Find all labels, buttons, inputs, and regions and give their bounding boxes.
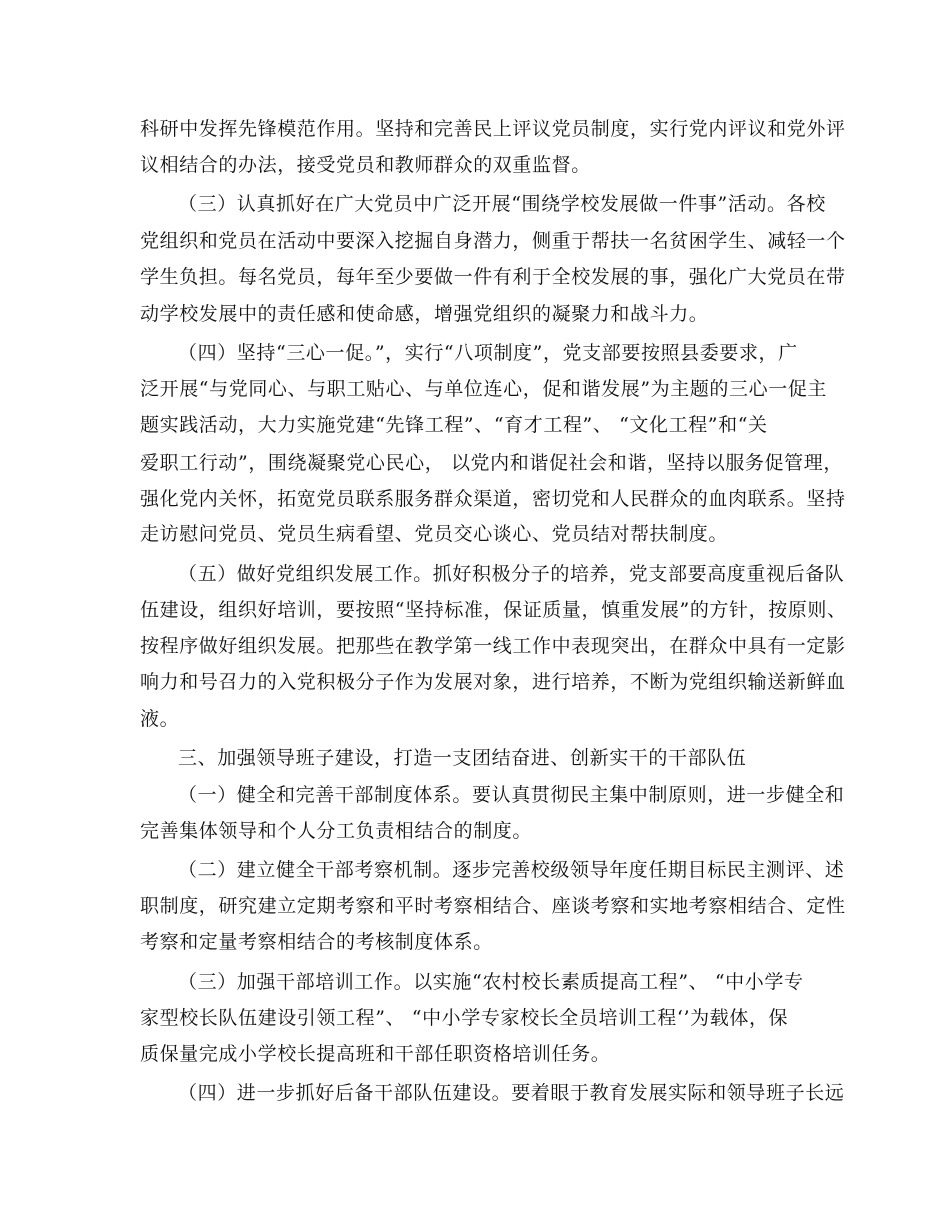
- text-line-4: 党组织和党员在活动中要深入挖掘自身潜力，侧重于帮扶一名贫困学生、减轻一个: [140, 230, 846, 252]
- text-line-9: 题实践活动，大力实施党建“先锋工程”、“育才工程”、 “文化工程”和“关: [140, 414, 768, 436]
- text-line-2: 议相结合的办法，接受党员和教师群众的双重监督。: [140, 154, 591, 176]
- text-line-1: 科研中发挥先锋模范作用。坚持和完善民上评议党员制度，实行党内评议和党外评: [140, 118, 846, 140]
- text-line-20: 完善集体领导和个人分工负责相结合的制度。: [140, 820, 533, 842]
- text-line-16: 响力和号召力的入党积极分子作为发展对象，进行培养，不断为党组织输送新鲜血: [140, 671, 846, 693]
- text-line-5: 学生负担。每名党员，每年至少要做一件有利于全校发展的事，强化广大党员在带: [140, 266, 846, 288]
- text-line-14: 伍建设，组织好培训，要按照“坚持标准，保证质量，慎重发展”的方针，按原则、: [140, 599, 847, 621]
- text-line-25: 家型校长队伍建设引领工程”、 “中小学专家校长全员培训工程‘’为载体，保: [140, 1007, 789, 1029]
- text-line-21: （二）建立健全干部考察机制。逐步完善校级领导年度任期目标民主测评、述: [178, 859, 845, 881]
- text-line-3: （三）认真抓好在广大党员中广泛开展“围绕学校发展做一件事”活动。各校: [178, 193, 826, 215]
- text-line-17: 液。: [140, 708, 180, 730]
- text-line-13: （五）做好党组织发展工作。抓好积极分子的培养，党支部要高度重视后备队: [178, 563, 845, 585]
- text-line-24: （三）加强干部培训工作。以实施“农村校长素质提高工程”、 “中小学专: [178, 971, 804, 993]
- text-line-11: 强化党内关怀，拓宽党员联系服务群众渠道，密切党和人民群众的血肉联系。坚持: [140, 488, 846, 510]
- text-line-7: （四）坚持“三心一促。”，实行“八项制度”，党支部要按照县委要求，广: [178, 342, 798, 364]
- text-line-26: 质保量完成小学校长提高班和干部任职资格培训任务。: [140, 1043, 611, 1065]
- text-line-6: 动学校发展中的责任感和使命感，增强党组织的凝聚力和战斗力。: [140, 303, 709, 325]
- text-line-10: 爱职工行动”，围绕凝聚党心民心， 以党内和谐促社会和谐，坚持以服务促管理，: [140, 452, 843, 474]
- text-line-8: 泛开展“与党同心、与职工贴心、与单位连心，促和谐发展”为主题的三心一促主: [140, 378, 828, 400]
- text-line-22: 职制度，研究建立定期考察和平时考察相结合、座谈考察和实地考察相结合、定性: [140, 895, 846, 917]
- section-heading: 三、加强领导班子建设，打造一支团结奋进、创新实干的干部队伍: [178, 747, 747, 769]
- text-line-27: （四）进一步抓好后备干部队伍建设。要着眼于教育发展实际和领导班子长远: [178, 1082, 845, 1104]
- text-line-19: （一）健全和完善干部制度体系。要认真贯彻民主集中制原则，进一步健全和: [178, 784, 845, 806]
- text-line-15: 按程序做好组织发展。把那些在教学第一线工作中表现突出，在群众中具有一定影: [140, 635, 846, 657]
- text-line-23: 考察和定量考察相结合的考核制度体系。: [140, 931, 493, 953]
- text-line-12: 走访慰问党员、党员生病看望、党员交心谈心、党员结对帮扶制度。: [140, 523, 729, 545]
